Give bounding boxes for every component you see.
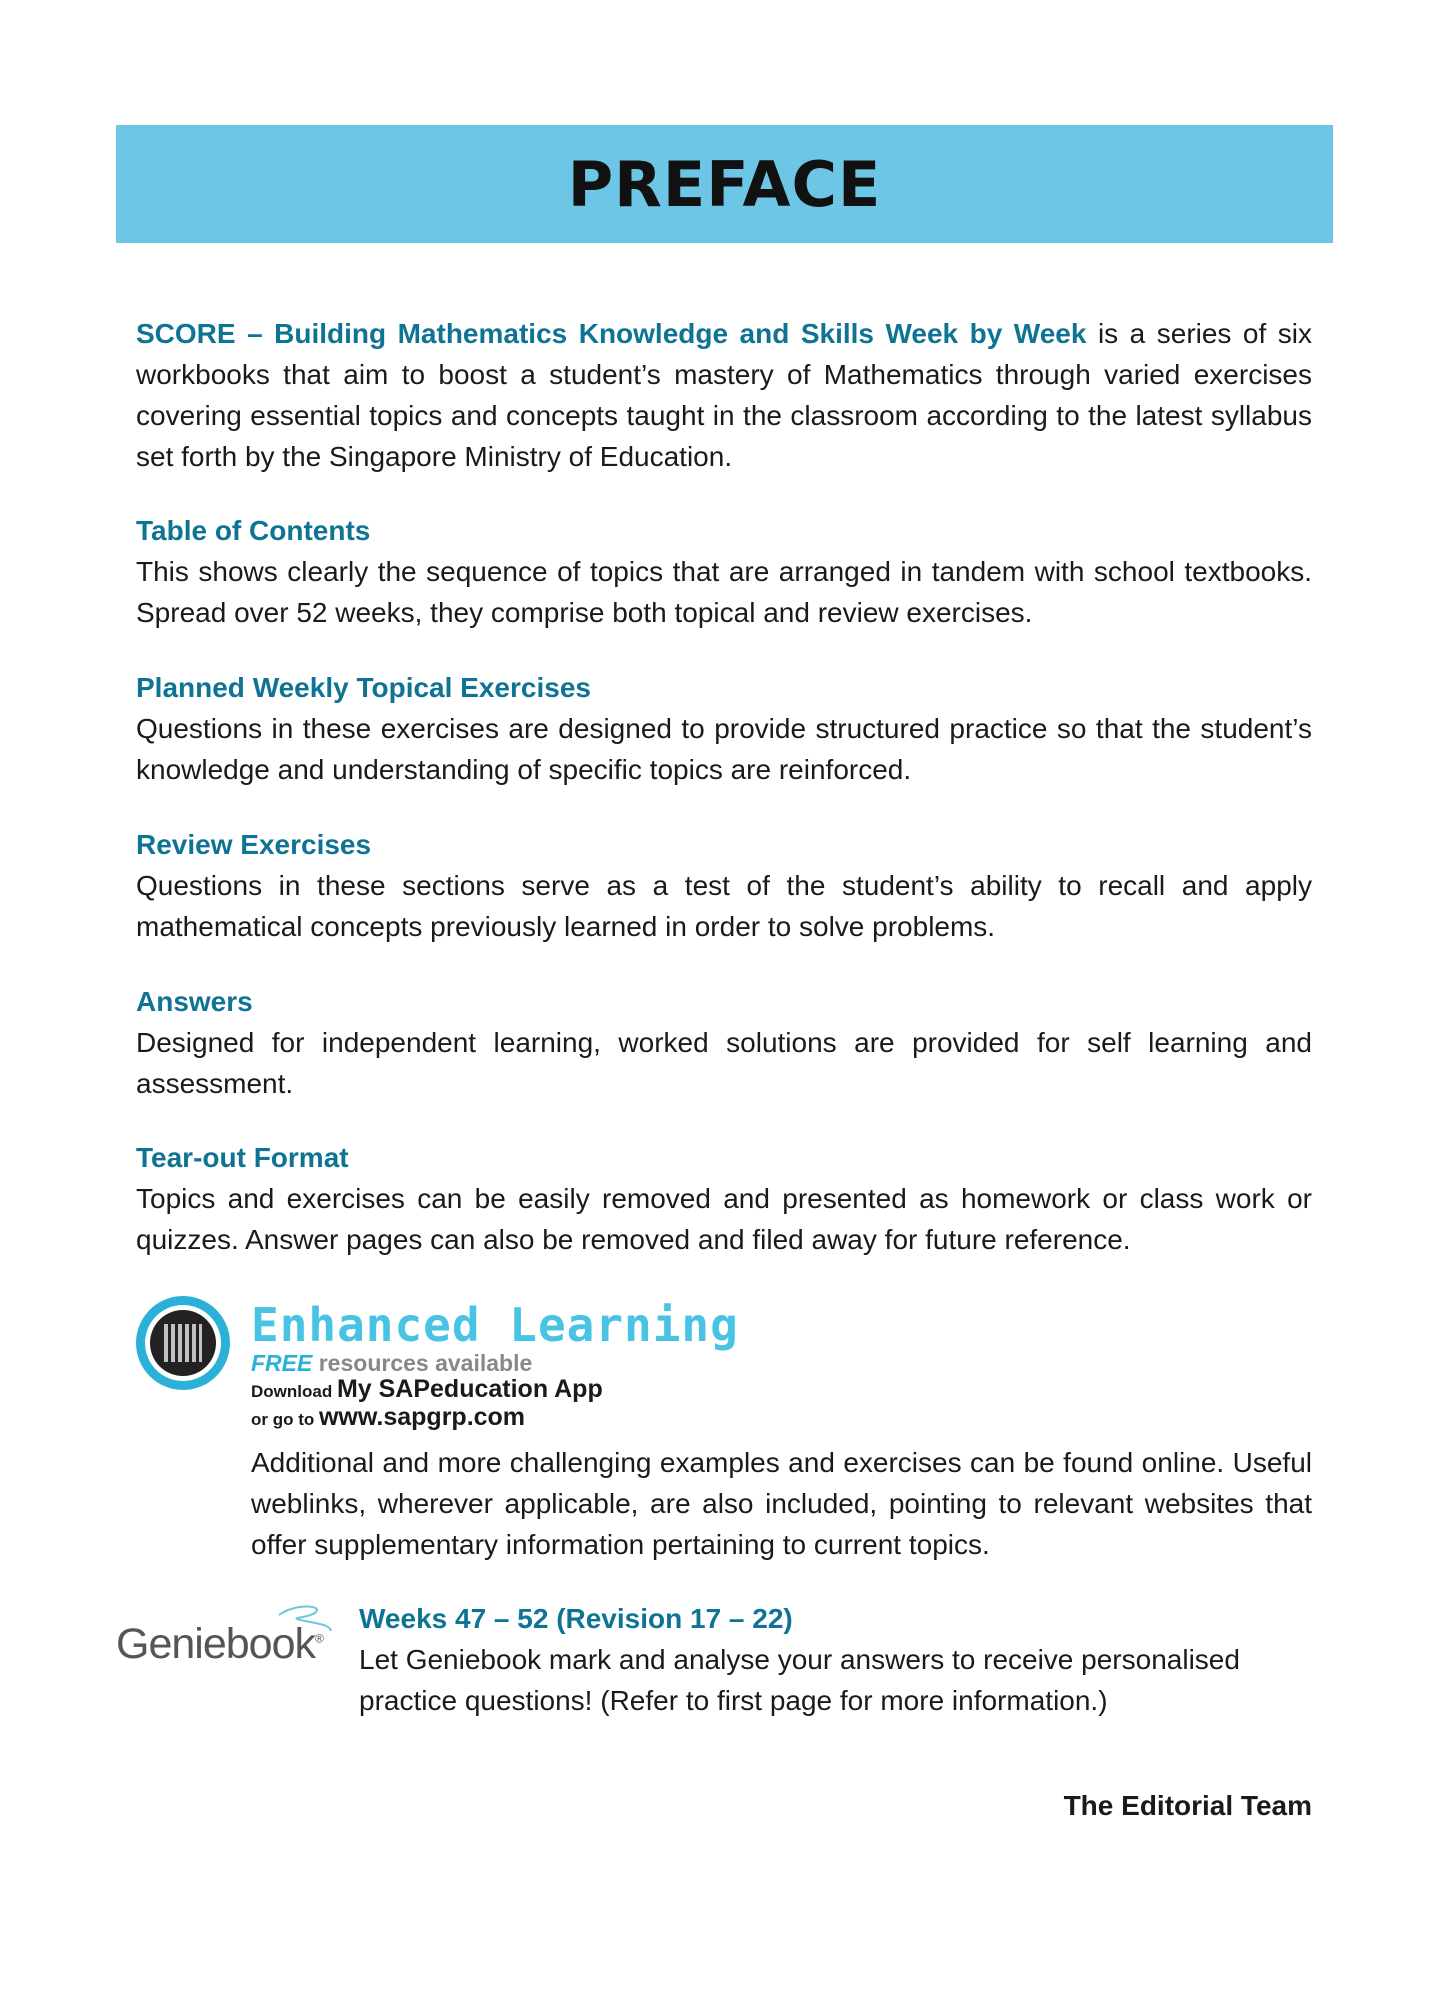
series-title: SCORE – Building Mathematics Knowledge and Skills Week by Week bbox=[136, 318, 1087, 349]
section-heading: Answers bbox=[136, 986, 253, 1017]
section-weekly-exercises bbox=[136, 667, 1312, 790]
intro-text: is a series of six workbooks that aim to boost a student’s mastery of Mathematics through varied exercises covering essential topics and concepts taught in the classroom according to the latest syllabus set forth by the Singapore Ministry of Education. bbox=[136, 318, 1312, 472]
signature: The Editorial Team bbox=[1063, 1790, 1312, 1821]
intro-paragraph bbox=[136, 313, 1312, 477]
enhanced-learning-block bbox=[251, 1300, 739, 1432]
enhanced-learning-title: Enhanced Learning bbox=[251, 1298, 739, 1352]
enhanced-learning-text: Additional and more challenging examples and exercises can be found online. Useful weblinks, wherever applicable, are also included, pointing to relevant websites that offer supplementary information pertaining to current topics. bbox=[251, 1447, 1312, 1560]
page-title: PREFACE bbox=[567, 147, 882, 221]
title-banner bbox=[116, 125, 1333, 243]
website-link: or go to www.sapgrp.com bbox=[251, 1403, 526, 1431]
section-text: Questions in these sections serve as a test of the student’s ability to recall and apply mathematical concepts previously learned in order to solve problems. bbox=[136, 870, 1312, 942]
geniebook-text: Let Geniebook mark and analyse your answers to receive personalised practice questions! (Refer to first page for more information.) bbox=[359, 1644, 1240, 1716]
section-heading: Tear-out Format bbox=[136, 1142, 349, 1173]
free-resources: FREE resources available bbox=[251, 1350, 533, 1376]
section-heading: Table of Contents bbox=[136, 515, 371, 546]
geniebook-logo: Geniebook® bbox=[116, 1620, 323, 1668]
section-table-of-contents bbox=[136, 510, 1312, 633]
section-tear-out bbox=[136, 1137, 1312, 1260]
section-text: Designed for independent learning, worked solutions are provided for self learning and assessment. bbox=[136, 1027, 1312, 1099]
geniebook-heading: Weeks 47 – 52 (Revision 17 – 22) bbox=[359, 1603, 793, 1634]
section-text: Questions in these exercises are designed to provide structured practice so that the student’s knowledge and understanding of specific topics are reinforced. bbox=[136, 713, 1312, 785]
section-answers bbox=[136, 981, 1312, 1104]
section-heading: Planned Weekly Topical Exercises bbox=[136, 672, 591, 703]
section-heading: Review Exercises bbox=[136, 829, 372, 860]
section-review-exercises bbox=[136, 824, 1312, 947]
download-app: Download My SAPeducation App bbox=[251, 1375, 603, 1403]
section-text: This shows clearly the sequence of topics that are arranged in tandem with school textbooks. Spread over 52 weeks, they comprise both topical and review exercises. bbox=[136, 556, 1312, 628]
url-link[interactable]: www.sapgrp.com bbox=[318, 1403, 526, 1431]
enhanced-learning-logo-icon bbox=[136, 1296, 230, 1390]
geniebook-block bbox=[359, 1598, 1312, 1721]
section-text: Topics and exercises can be easily removed and presented as homework or class work or quizzes. Answer pages can also be removed and filed away for future reference. bbox=[136, 1183, 1312, 1255]
